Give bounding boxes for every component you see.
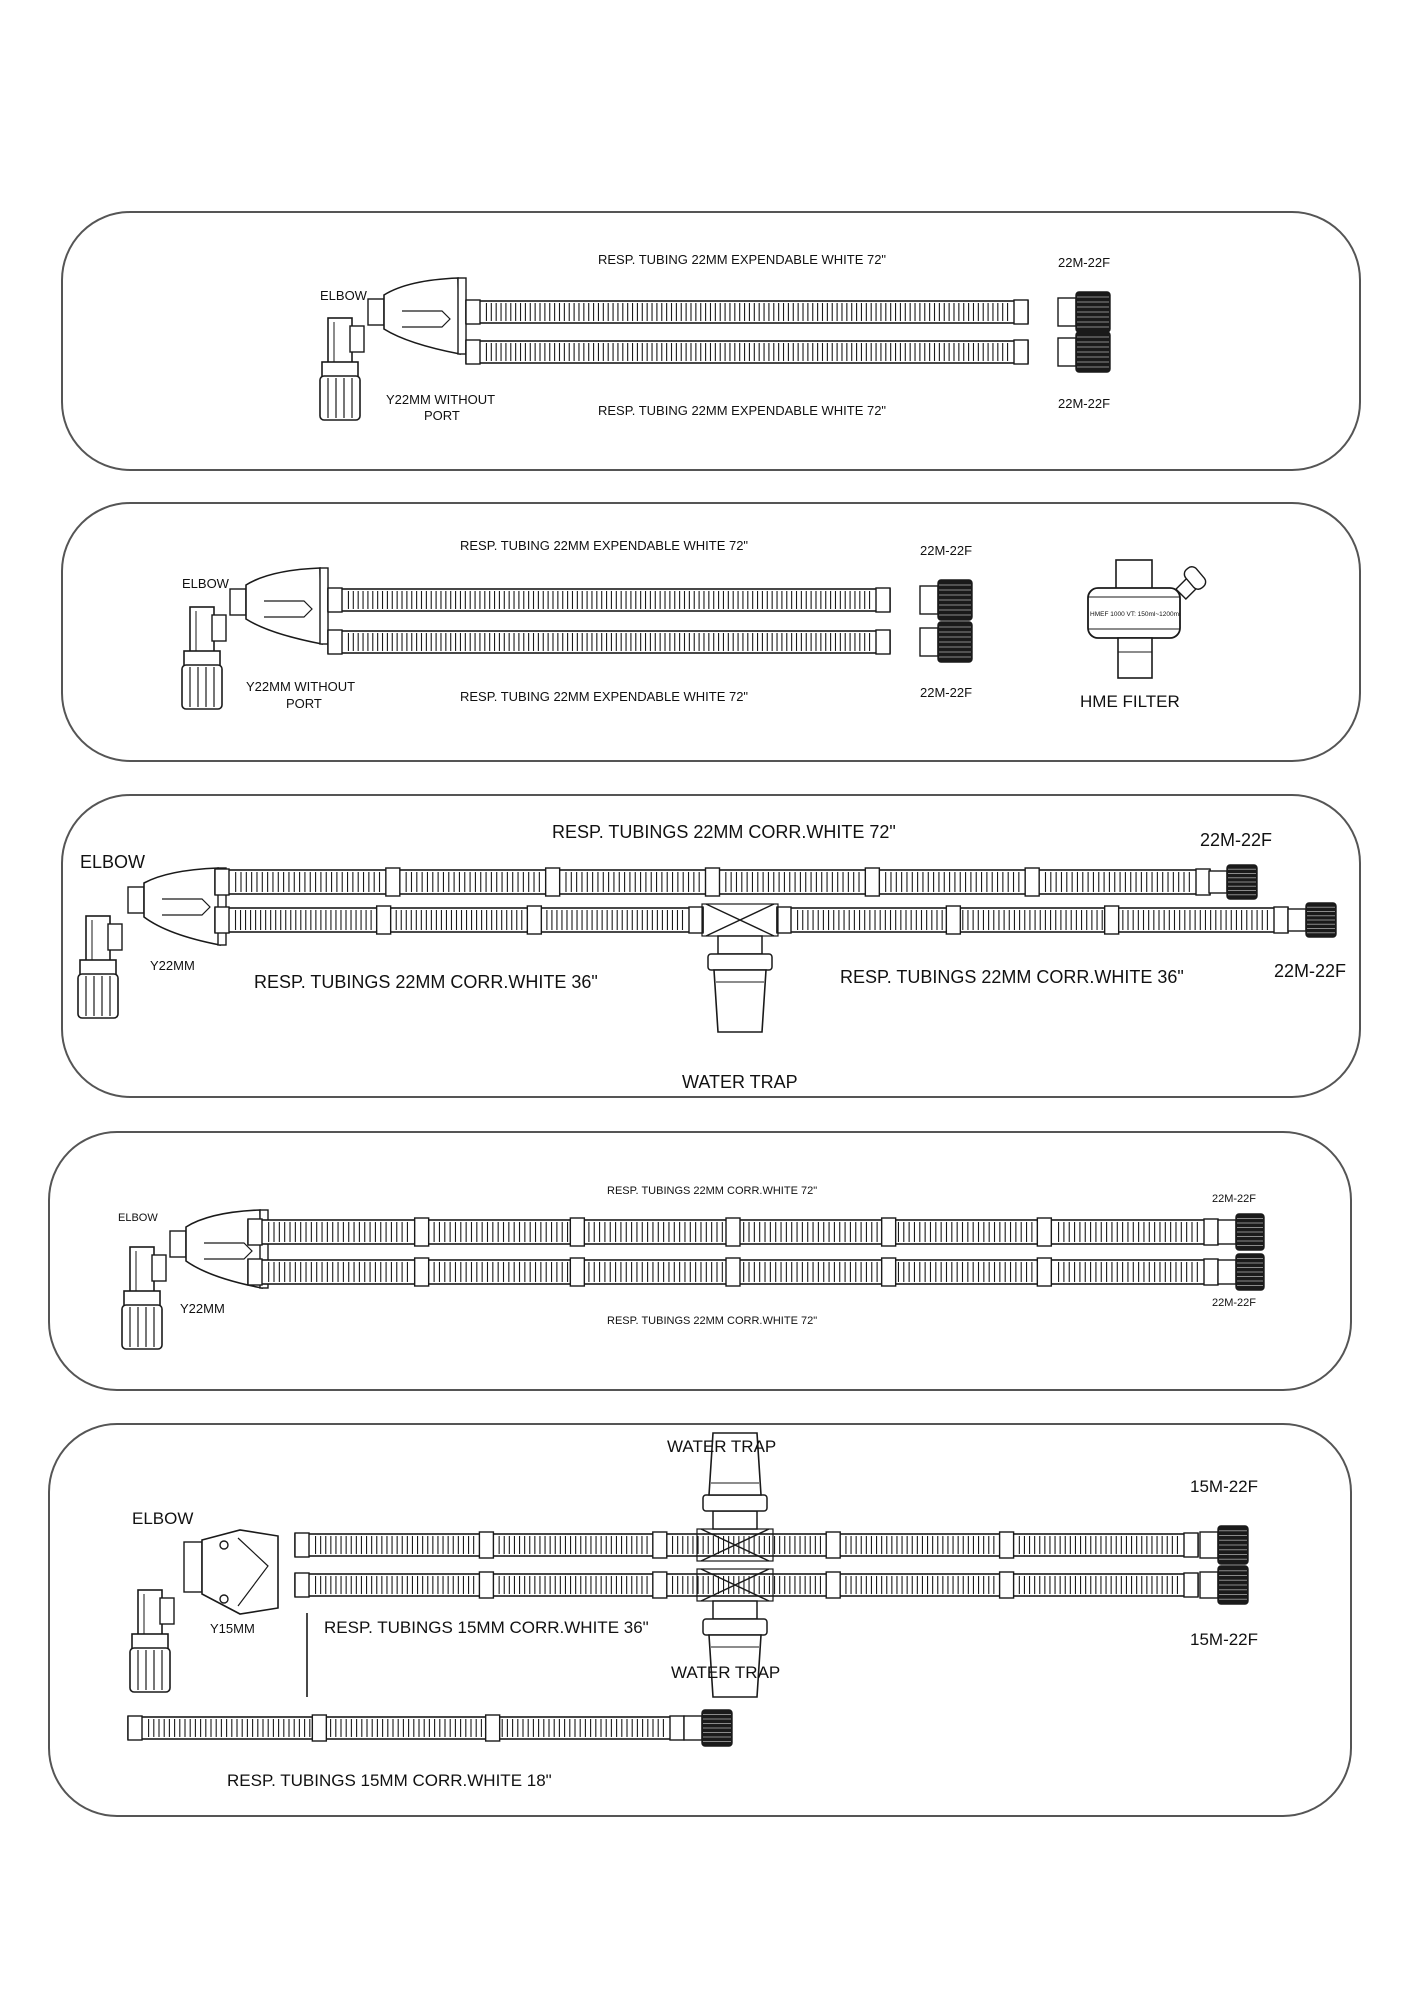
panel-1-y-label-line1: Y22MM WITHOUT bbox=[386, 392, 496, 407]
panel-3-connector-top-label: 22M-22F bbox=[1200, 830, 1273, 850]
panel-5-water-trap-bottom-label: WATER TRAP bbox=[671, 1663, 781, 1682]
panel-3 bbox=[62, 795, 1360, 1097]
panel-5-y-piece bbox=[184, 1530, 278, 1614]
panel-3-tubing-left-label: RESP. TUBINGS 22MM CORR.WHITE 36" bbox=[254, 972, 598, 992]
panel-2-tubing-top-label: RESP. TUBING 22MM EXPENDABLE WHITE 72" bbox=[460, 538, 749, 553]
panel-4-y-label: Y22MM bbox=[180, 1301, 225, 1316]
panel-3-water-trap-label: WATER TRAP bbox=[682, 1072, 798, 1092]
panel-4-connector-bottom-label: 22M-22F bbox=[1212, 1297, 1257, 1309]
panel-3-tubing-right-label: RESP. TUBINGS 22MM CORR.WHITE 36" bbox=[840, 967, 1184, 987]
panel-2-tubing-bottom-label: RESP. TUBING 22MM EXPENDABLE WHITE 72" bbox=[460, 689, 749, 704]
panel-2-connector-top-label: 22M-22F bbox=[920, 543, 973, 558]
panel-5-frame bbox=[49, 1424, 1351, 1816]
panel-2-y-piece bbox=[230, 568, 328, 644]
panel-3-y-piece bbox=[128, 868, 226, 945]
panel-5 bbox=[49, 1424, 1351, 1816]
panel-4-connector-top-label: 22M-22F bbox=[1212, 1193, 1257, 1205]
panel-2-y-label-line1: Y22MM WITHOUT bbox=[246, 679, 356, 694]
panel-3-y-label: Y22MM bbox=[150, 958, 195, 973]
panel-3-elbow-label: ELBOW bbox=[80, 852, 146, 872]
panel-1-connector-bottom bbox=[1058, 332, 1110, 372]
panel-4-connector-bottom bbox=[1218, 1254, 1264, 1290]
panel-3-tube-top bbox=[215, 868, 1210, 896]
panel-1-tubing-bottom-label: RESP. TUBING 22MM EXPENDABLE WHITE 72" bbox=[598, 403, 887, 418]
panel-1-connector-bottom-label: 22M-22F bbox=[1058, 396, 1111, 411]
panel-5-elbow-label: ELBOW bbox=[132, 1509, 194, 1528]
panel-2-connector-bottom-label: 22M-22F bbox=[920, 685, 973, 700]
panel-2-connector-bottom bbox=[920, 622, 972, 662]
panel-2-tube-top bbox=[328, 588, 890, 612]
panel-5-y-label: Y15MM bbox=[210, 1621, 255, 1636]
panel-1-connector-top-label: 22M-22F bbox=[1058, 255, 1111, 270]
panel-3-tubing-top-label: RESP. TUBINGS 22MM CORR.WHITE 72" bbox=[552, 822, 896, 842]
hme-filter-label: HME FILTER bbox=[1080, 692, 1180, 711]
panel-1-elbow-label: ELBOW bbox=[320, 288, 367, 303]
panel-2-connector-top bbox=[920, 580, 972, 620]
panel-4 bbox=[49, 1132, 1351, 1390]
panel-5-connector-top bbox=[1200, 1526, 1248, 1564]
panel-4-tubing-bottom-label: RESP. TUBINGS 22MM CORR.WHITE 72" bbox=[607, 1315, 818, 1327]
panel-1-y-label-line2: PORT bbox=[424, 408, 460, 423]
panel-3-elbow bbox=[78, 916, 122, 1018]
panel-5-elbow bbox=[130, 1590, 174, 1692]
panel-5-tube-short bbox=[128, 1715, 684, 1741]
panel-1-y-piece bbox=[368, 278, 466, 354]
panel-5-connector-bottom bbox=[1200, 1566, 1248, 1604]
panel-3-tube-bottom-right bbox=[777, 906, 1288, 934]
panel-2-elbow-label: ELBOW bbox=[182, 576, 229, 591]
panel-2 bbox=[62, 503, 1360, 761]
hme-filter-inscription: HMEF 1000 VT: 150ml~1200ml bbox=[1090, 611, 1181, 618]
panel-5-connector-short bbox=[684, 1710, 732, 1746]
panel-5-water-trap-top-label: WATER TRAP bbox=[667, 1437, 777, 1456]
panel-4-tubing-top-label: RESP. TUBINGS 22MM CORR.WHITE 72" bbox=[607, 1185, 818, 1197]
panel-1-tube-top bbox=[466, 300, 1028, 324]
panel-3-connector-bottom-label: 22M-22F bbox=[1274, 961, 1347, 981]
panel-5-tubing-short-label: RESP. TUBINGS 15MM CORR.WHITE 18" bbox=[227, 1771, 552, 1790]
panel-1-tubing-top-label: RESP. TUBING 22MM EXPENDABLE WHITE 72" bbox=[598, 252, 887, 267]
panel-4-elbow-label: ELBOW bbox=[118, 1212, 158, 1224]
panel-5-connector-bottom-label: 15M-22F bbox=[1190, 1630, 1259, 1649]
panel-4-tube-bottom bbox=[248, 1258, 1218, 1286]
panel-1-tube-bottom bbox=[466, 340, 1028, 364]
panel-1-elbow bbox=[320, 318, 364, 420]
panel-5-tubing-mid-label: RESP. TUBINGS 15MM CORR.WHITE 36" bbox=[324, 1618, 649, 1637]
panel-2-elbow bbox=[182, 607, 226, 709]
panel-4-connector-top bbox=[1218, 1214, 1264, 1250]
hme-filter-icon bbox=[1088, 560, 1208, 678]
panel-2-y-label-line2: PORT bbox=[286, 696, 322, 711]
panel-4-elbow bbox=[122, 1247, 166, 1349]
panel-4-tube-top bbox=[248, 1218, 1218, 1246]
panel-1 bbox=[62, 212, 1360, 470]
panel-5-connector-top-label: 15M-22F bbox=[1190, 1477, 1259, 1496]
panel-3-connector-top bbox=[1209, 865, 1257, 899]
panel-2-tube-bottom bbox=[328, 630, 890, 654]
panel-3-connector-bottom bbox=[1288, 903, 1336, 937]
panel-3-water-trap bbox=[702, 904, 778, 1032]
panel-5-tube-bottom bbox=[295, 1572, 1198, 1598]
panel-1-connector-top bbox=[1058, 292, 1110, 332]
panel-5-tube-top bbox=[295, 1532, 1198, 1558]
panel-3-tube-bottom-left bbox=[215, 906, 703, 934]
